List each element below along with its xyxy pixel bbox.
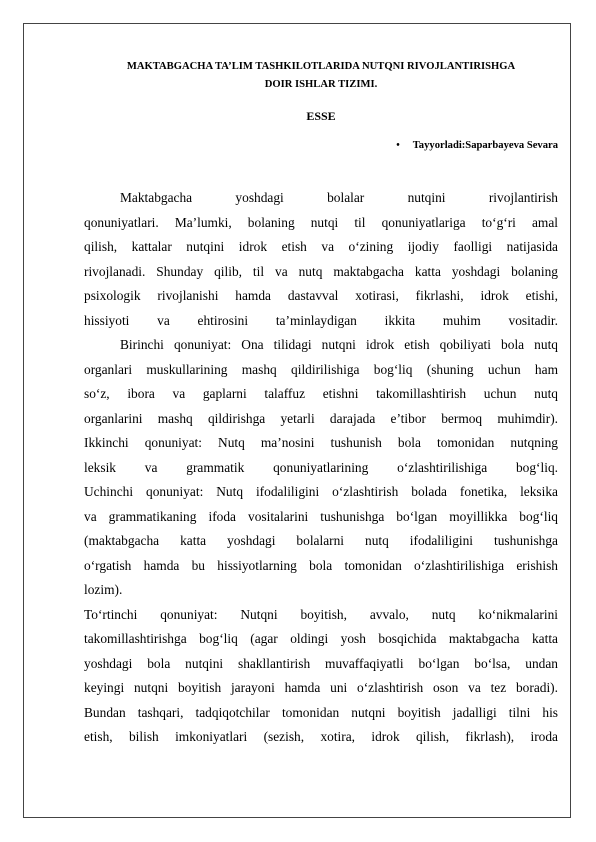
body-line: organlarini mashq qildirishga yetarli darajada e’tibor bermoq muhimdir). xyxy=(84,410,558,426)
body-line: Uchinchi qonuniyat: Nutq ifodaliligini o‘zlashtirish bolada fonetika, leksika xyxy=(84,484,558,499)
author-name: Tayyorladi:Saparbayeva Sevara xyxy=(412,140,558,151)
body-line: organlari muskullarining mashq qildirilishiga bog‘liq (shuning uchun ham xyxy=(84,361,558,377)
essay-body xyxy=(84,186,558,750)
body-line: To‘rtinchi qonuniyat: Nutqni boyitish, avvalo, nutq ko‘nikmalarini xyxy=(84,606,558,622)
body-line: takomillashtirishga bog‘liq (agar oldingi yosh bosqichida maktabgacha katta xyxy=(84,631,558,646)
body-line: keyingi nutqni boyitish jarayoni hamda uni o‘zlashtirish oson va tez boradi). xyxy=(84,680,558,695)
body-line: qilish, kattalar nutqini idrok etish va o‘zining ijodiy faolligi natijasida xyxy=(84,239,558,254)
body-line: Maktabgacha yoshdagi bolalar nutqini rivojlantirish xyxy=(120,190,558,205)
body-line: rivojlanadi. Shunday qilib, til va nutq maktabgacha katta yoshdagi bolaning xyxy=(84,263,558,279)
body-line: etish, bilish imkoniyatlari (sezish, xotira, idrok qilish, fikrlash), iroda xyxy=(84,729,558,744)
author-line xyxy=(396,138,558,154)
body-line: Birinchi qonuniyat: Ona tilidagi nutqni idrok etish qobiliyati bola nutq xyxy=(120,337,558,352)
body-line: Ikkinchi qonuniyat: Nutq ma’nosini tushunish bola tomonidan nutqning xyxy=(84,435,558,450)
body-line: va grammatikaning ifoda vositalarini tushunishga bo‘lgan moyillikka bog‘liq xyxy=(84,508,558,524)
body-line: Bundan tashqari, tadqiqotchilar tomonidan nutqni boyitish jadalligi tilni his xyxy=(84,704,558,720)
document-title xyxy=(84,58,558,94)
body-line: so‘z, ibora va gaplarni talaffuz etishni takomillashtirish uchun nutq xyxy=(84,386,558,401)
body-line: leksik va grammatik qonuniyatlarining o‘zlashtirilishiga bog‘liq. xyxy=(84,459,558,475)
body-line: o‘rgatish hamda bu hissiyotlarning bola tomonidan o‘zlashtirilishiga erishish xyxy=(84,557,558,573)
body-line: hissiyoti va ehtirosini ta’minlaydigan ikkita muhim vositadir. xyxy=(84,312,558,328)
bullet-icon: • xyxy=(396,140,400,151)
body-line: (maktabgacha katta yoshdagi bolalarni nutq ifodaliligini tushunishga xyxy=(84,533,558,548)
body-line: psixologik rivojlanishi hamda dastavval xotirasi, fikrlashi, idrok etishi, xyxy=(84,288,558,303)
body-line: lozim). xyxy=(84,582,123,597)
body-line: qonuniyatlari. Ma’lumki, bolaning nutqi til qonuniyatlariga to‘g‘ri amal xyxy=(84,214,558,230)
document-subtitle: ESSE xyxy=(306,109,336,123)
title-line: DOIR ISHLAR TIZIMI. xyxy=(264,79,378,90)
title-line: MAKTABGACHA TA’LIM TASHKILOTLARIDA NUTQNI RIVOJLANTIRISHGA xyxy=(126,61,516,72)
body-line: yoshdagi bola nutqini shakllantirish muvaffaqiyatli bo‘lgan bo‘lsa, undan xyxy=(84,655,558,671)
